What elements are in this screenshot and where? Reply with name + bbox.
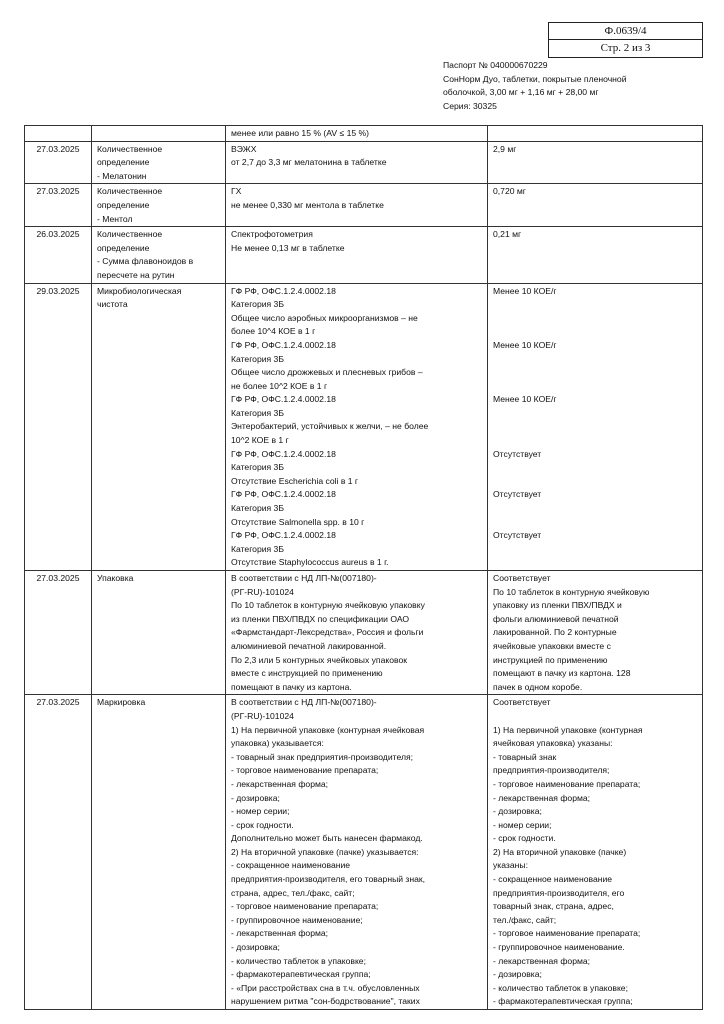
cell-line: ГФ РФ, ОФС.1.2.4.0002.18	[231, 285, 336, 296]
cell-line: от 2,7 до 3,3 мг мелатонина в таблетке	[231, 157, 387, 168]
page-counter: Стр. 2 из 3	[600, 42, 651, 54]
test-name-cell	[92, 184, 226, 227]
cell-line	[493, 407, 697, 421]
cell-line: лакированной. По 2 контурные	[493, 627, 617, 638]
cell-line: ячейковые упаковки вместе с	[493, 640, 611, 651]
date-cell: 27.03.2025	[25, 695, 92, 1010]
cell-line: менее или равно 15 % (AV ≤ 15 %)	[231, 128, 370, 138]
table-row	[25, 184, 703, 227]
cell-line: предприятия-производителя;	[493, 765, 610, 776]
cell-line: инструкцией по применению	[493, 654, 608, 665]
table-row	[25, 141, 703, 184]
cell-line: 2,9 мг	[493, 143, 517, 154]
cell-line: - торговое наименование препарата;	[231, 901, 379, 912]
cell-line: товарный знак, страна, адрес,	[493, 901, 614, 912]
cell-line: алюминиевой печатной лакированной.	[231, 640, 387, 651]
cell-line: Отсутствие Staphylococcus aureus в 1 г.	[231, 557, 389, 568]
cell-line: - торговое наименование препарата;	[493, 778, 641, 789]
cell-line	[493, 475, 697, 489]
cell-line: - срок годности.	[231, 819, 294, 830]
test-name-cell	[92, 141, 226, 184]
cell-line: тел./факс, сайт;	[493, 914, 557, 925]
cell-line: Дополнительно может быть нанесен фармакод.	[231, 833, 423, 844]
cell-line: Категория 3Б	[231, 503, 284, 514]
date-cell: 27.03.2025	[25, 571, 92, 695]
cell-line: - дозировка;	[493, 806, 542, 817]
cell-line: определение	[97, 157, 150, 168]
test-name-cell	[92, 227, 226, 283]
date-cell: 29.03.2025	[25, 283, 92, 570]
cell-line: Количественное	[97, 229, 163, 240]
test-name-cell	[92, 695, 226, 1010]
table-row	[25, 227, 703, 283]
result-cell	[488, 184, 703, 227]
table-row	[25, 283, 703, 570]
cell-line: ГХ	[231, 186, 242, 197]
passport-header	[443, 59, 627, 113]
cell-line: указаны:	[493, 860, 528, 871]
table-row	[25, 126, 703, 142]
table-row	[25, 695, 703, 1010]
cell-line: более 10^4 КОЕ в 1 г	[231, 326, 316, 337]
method-requirement-cell	[226, 126, 488, 142]
cell-line: чистота	[97, 299, 128, 310]
cell-line: предприятия-производителя, его товарный знак,	[231, 874, 426, 885]
form-code-box	[548, 22, 703, 58]
cell-line: не более 10^2 КОЕ в 1 г	[231, 380, 328, 391]
cell-line: не менее 0,330 мг ментола в таблетке	[231, 199, 384, 210]
results-table	[24, 125, 703, 1010]
cell-line: Отсутствие Escherichia coli в 1 г	[231, 475, 359, 486]
cell-line: - лекарственная форма;	[231, 778, 329, 789]
cell-line: Категория 3Б	[231, 299, 284, 310]
cell-line: - дозировка;	[231, 792, 280, 803]
cell-line: - дозировка;	[493, 969, 542, 980]
cell-line: - срок годности.	[493, 833, 556, 844]
test-name-cell	[92, 571, 226, 695]
method-requirement-cell	[226, 571, 488, 695]
cell-line: - Сумма флавоноидов в	[97, 256, 194, 267]
cell-line: По 10 таблеток в контурную ячейковую	[493, 586, 650, 597]
cell-line: Категория 3Б	[231, 353, 284, 364]
cell-line	[493, 366, 697, 380]
cell-line: ГФ РФ, ОФС.1.2.4.0002.18	[231, 448, 336, 459]
cell-line: - лекарственная форма;	[493, 792, 591, 803]
method-requirement-cell	[226, 283, 488, 570]
form-code: Ф.0639/4	[549, 23, 702, 40]
cell-line: фольги алюминиевой печатной	[493, 613, 619, 624]
cell-line: Отсутствует	[493, 448, 542, 459]
cell-line	[493, 380, 697, 394]
cell-line: Менее 10 КОЕ/г	[493, 339, 557, 350]
cell-line: - лекарственная форма;	[231, 928, 329, 939]
cell-line: - торговое наименование препарата;	[493, 928, 641, 939]
cell-line	[493, 434, 697, 448]
method-requirement-cell	[226, 695, 488, 1010]
method-requirement-cell	[226, 227, 488, 283]
cell-line: вместе с инструкцией по применению	[231, 668, 383, 679]
cell-line: - «При расстройствах сна в т.ч. обусловленных	[231, 982, 420, 993]
cell-line: - группировочное наименование.	[493, 942, 625, 953]
cell-line: (РГ-RU)-101024	[231, 710, 294, 721]
cell-line: Соответствует	[493, 573, 551, 583]
cell-line: Количественное	[97, 186, 163, 197]
cell-line: ГФ РФ, ОФС.1.2.4.0002.18	[231, 530, 336, 541]
cell-line: Менее 10 КОЕ/г	[493, 394, 557, 405]
cell-line: из пленки ПВХ/ПВДХ по спецификации ОАО	[231, 613, 410, 624]
cell-line: - сокращенное наименование	[493, 874, 613, 885]
cell-line: - количество таблеток в упаковке;	[493, 982, 628, 993]
cell-line: ГФ РФ, ОФС.1.2.4.0002.18	[231, 339, 336, 350]
cell-line	[493, 461, 697, 475]
cell-line	[493, 312, 697, 326]
date-cell: 27.03.2025	[25, 141, 92, 184]
cell-line: - группировочное наименование;	[231, 914, 363, 925]
cell-line: В соответствии с НД ЛП-№(007180)-	[231, 573, 377, 583]
cell-line: - фармакотерапевтическая группа;	[493, 996, 633, 1007]
cell-line: Категория 3Б	[231, 462, 284, 473]
result-cell	[488, 695, 703, 1010]
cell-line: Отсутствует	[493, 489, 542, 500]
cell-line: - фармакотерапевтическая группа;	[231, 969, 371, 980]
cell-line: - количество таблеток в упаковке;	[231, 955, 366, 966]
cell-line: - номер серии;	[493, 819, 552, 830]
cell-line: Отсутствует	[493, 530, 542, 541]
cell-line: - лекарственная форма;	[493, 955, 591, 966]
cell-line: пересчете на рутин	[97, 269, 175, 280]
cell-line: 0,720 мг	[493, 186, 526, 197]
test-name-cell	[92, 126, 226, 142]
cell-line: «Фармстандарт-Лексредства», Россия и фольги	[231, 627, 424, 638]
cell-line: Общее число аэробных микроорганизмов – не	[231, 312, 418, 323]
cell-line: ячейковая упаковка) указаны:	[493, 738, 613, 749]
cell-line	[493, 325, 697, 339]
cell-line: Количественное	[97, 143, 163, 154]
header-line: Серия: 30325	[443, 100, 497, 111]
cell-line	[493, 710, 697, 724]
cell-line: Микробиологическая	[97, 285, 182, 296]
cell-line: 2) На вторичной упаковке (пачке)	[493, 846, 627, 857]
cell-line: - дозировка;	[231, 942, 280, 953]
cell-line: Соответствует	[493, 697, 551, 708]
cell-line: Не менее 0,13 мг в таблетке	[231, 242, 345, 253]
result-cell	[488, 126, 703, 142]
test-name-cell	[92, 283, 226, 570]
cell-line: нарушением ритма "сон-бодрствование", таких	[231, 996, 420, 1007]
cell-line: Общее число дрожжевых и плесневых грибов –	[231, 367, 423, 378]
cell-line: - номер серии;	[231, 806, 290, 817]
cell-line: - торговое наименование препарата;	[231, 765, 379, 776]
cell-line: 1) На первичной упаковке (контурная	[493, 724, 643, 735]
cell-line	[493, 502, 697, 516]
cell-line: - товарный знак	[493, 751, 557, 762]
date-cell	[25, 126, 92, 142]
header-line: Паспорт № 040000670229	[443, 60, 548, 70]
cell-line: По 10 таблеток в контурную ячейковую упаковку	[231, 600, 425, 611]
cell-line: 10^2 КОЕ в 1 г	[231, 435, 289, 446]
result-cell	[488, 141, 703, 184]
cell-line: ГФ РФ, ОФС.1.2.4.0002.18	[231, 394, 336, 405]
cell-line: упаковку из пленки ПВХ/ПВДХ и	[493, 600, 622, 611]
cell-line: (РГ-RU)-101024	[231, 586, 294, 597]
cell-line: помещают в пачку из картона.	[231, 681, 352, 692]
header-line: СонНорм Дуо, таблетки, покрытые пленочной	[443, 73, 627, 84]
cell-line: Маркировка	[97, 697, 146, 708]
cell-line	[493, 516, 697, 530]
method-requirement-cell	[226, 141, 488, 184]
cell-line: - товарный знак предприятия-производителя;	[231, 751, 414, 762]
cell-line: пачек в одном коробе.	[493, 681, 583, 692]
cell-line: Категория 3Б	[231, 407, 284, 418]
method-requirement-cell	[226, 184, 488, 227]
result-cell	[488, 283, 703, 570]
date-cell: 26.03.2025	[25, 227, 92, 283]
cell-line: Отсутствие Salmonella spp. в 10 г	[231, 516, 365, 527]
cell-line: Упаковка	[97, 573, 134, 583]
cell-line: ГФ РФ, ОФС.1.2.4.0002.18	[231, 489, 336, 500]
cell-line: определение	[97, 242, 150, 253]
cell-line: Энтеробактерий, устойчивых к желчи, – не более	[231, 421, 429, 432]
cell-line: помещают в пачку из картона. 128	[493, 668, 631, 679]
result-cell	[488, 227, 703, 283]
cell-line	[493, 353, 697, 367]
cell-line: По 2,3 или 5 контурных ячейковых упаковок	[231, 654, 407, 665]
result-cell	[488, 571, 703, 695]
cell-line: предприятия-производителя, его	[493, 887, 625, 898]
cell-line: страна, адрес, тел./факс, сайт;	[231, 887, 355, 898]
cell-line: Менее 10 КОЕ/г	[493, 285, 557, 296]
cell-line: ВЭЖХ	[231, 143, 257, 154]
cell-line: Категория 3Б	[231, 543, 284, 554]
cell-line	[493, 298, 697, 312]
cell-line: В соответствии с НД ЛП-№(007180)-	[231, 697, 377, 708]
cell-line	[493, 420, 697, 434]
cell-line: - Ментол	[97, 213, 133, 224]
cell-line: - сокращенное наименование	[231, 860, 351, 871]
cell-line: 1) На первичной упаковке (контурная ячейковая	[231, 724, 425, 735]
date-cell: 27.03.2025	[25, 184, 92, 227]
header-line: оболочкой, 3,00 мг + 1,16 мг + 28,00 мг	[443, 87, 599, 98]
cell-line: 2) На вторичной упаковке (пачке) указывается:	[231, 846, 419, 857]
cell-line: упаковка) указывается:	[231, 738, 324, 749]
cell-line: 0,21 мг	[493, 229, 522, 240]
table-row	[25, 571, 703, 695]
cell-line: определение	[97, 199, 150, 210]
cell-line: Спектрофотометрия	[231, 229, 313, 240]
cell-line: - Мелатонин	[97, 170, 147, 181]
